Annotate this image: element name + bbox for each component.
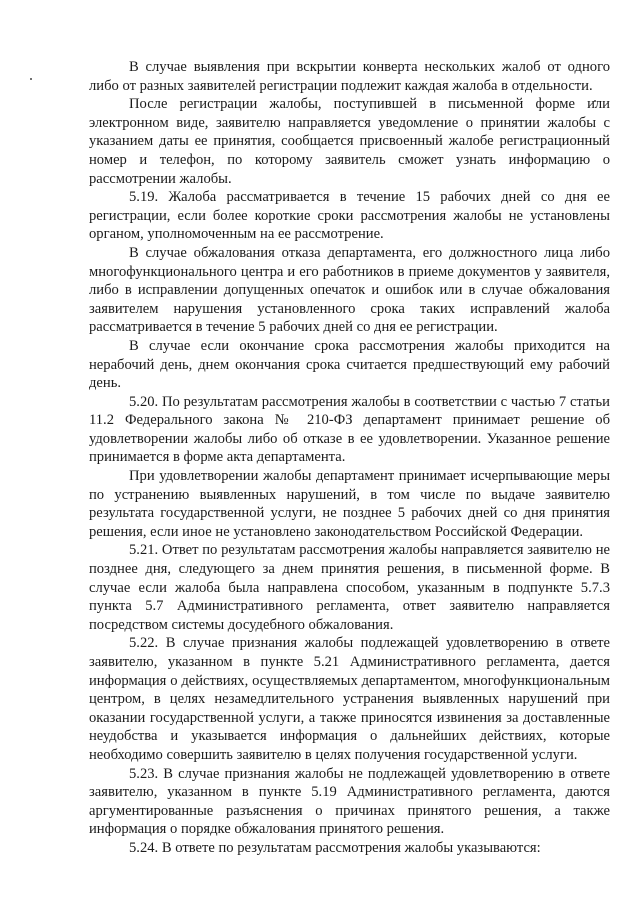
paragraph: В случае если окончание срока рассмотрения жалобы приходится на нерабочий день, днем окончания срока считается предшествующий ему рабочий день. [89, 337, 610, 392]
paragraph: 5.23. В случае признания жалобы не подлежащей удовлетворению в ответе заявителю, указанном в пункте 5.19 Административного регламента, даются аргументированные разъяснения о причинах принятого решения, а также информация о порядке обжалования принятого решения. [89, 765, 610, 838]
document-body [89, 58, 610, 858]
paragraph: 5.22. В случае признания жалобы подлежащей удовлетворению в ответе заявителю, указанном в пункте 5.21 Административного регламента, дается информация о действиях, осуществляемых департаментом, многофункциональным центром, в целях незамедлительного устранения выявленных нарушений при оказании государственной услуги, а также приносятся извинения за доставленные неудобства и указывается информация о дальнейших действиях, которые необходимо совершить заявителю в целях получения государственной услуги. [89, 635, 610, 763]
scan-dot [30, 78, 32, 80]
paragraph: После регистрации жалобы, поступившей в письменной форме или электронном виде, заявителю направляется уведомление о принятии жалобы с указанием даты ее принятия, сообщается присвоенный жалобе регистрационный номер и телефон, по которому заявитель сможет узнать информацию о рассмотрении жалобы. [89, 96, 610, 187]
paragraph: В случае выявления при вскрытии конверта нескольких жалоб от одного либо от разных заявителей регистрации подлежит каждая жалоба в отдельности. [89, 59, 610, 94]
paragraph: 5.19. Жалоба рассматривается в течение 15 рабочих дней со дня ее регистрации, если более короткие сроки рассмотрения жалобы не установлены органом, уполномоченным на ее рассмотрение. [89, 189, 610, 243]
paragraph: При удовлетворении жалобы департамент принимает исчерпывающие меры по устранению выявленных нарушений, в том числе по выдаче заявителю результата государственной услуги, не позднее 5 рабочих дней со дня принятия решения, если иное не установлено законодательством Российской Федерации. [89, 468, 610, 540]
paragraph: В случае обжалования отказа департамента, его должностного лица либо многофункционального центра и его работников в приеме документов у заявителя, либо в исправлении допущенных опечаток и ошибок или в случае обжалования заявителем нарушения установленного срока таких исправлений жалоба рассматривается в течение 5 рабочих дней со дня ее регистрации. [89, 244, 610, 336]
paragraph: 5.20. По результатам рассмотрения жалобы в соответствии с частью 7 статьи 11.2 Федерального закона № 210-ФЗ департамент принимает решение об удовлетворении жалобы либо об отказе в ее удовлетворении. Указанное решение принимается в форме акта департамента. [89, 393, 610, 466]
paragraph: 5.21. Ответ по результатам рассмотрения жалобы направляется заявителю не позднее дня, следующего за днем принятия решения, в письменной форме. В случае если жалоба была направлена способом, указанным в подпункте 5.7.3 пункта 5.7 Административного регламента, ответ заявителю направляется посредством системы досудебного обжалования. [89, 542, 610, 633]
paragraph: 5.24. В ответе по результатам рассмотрения жалобы указываются: [129, 839, 541, 856]
